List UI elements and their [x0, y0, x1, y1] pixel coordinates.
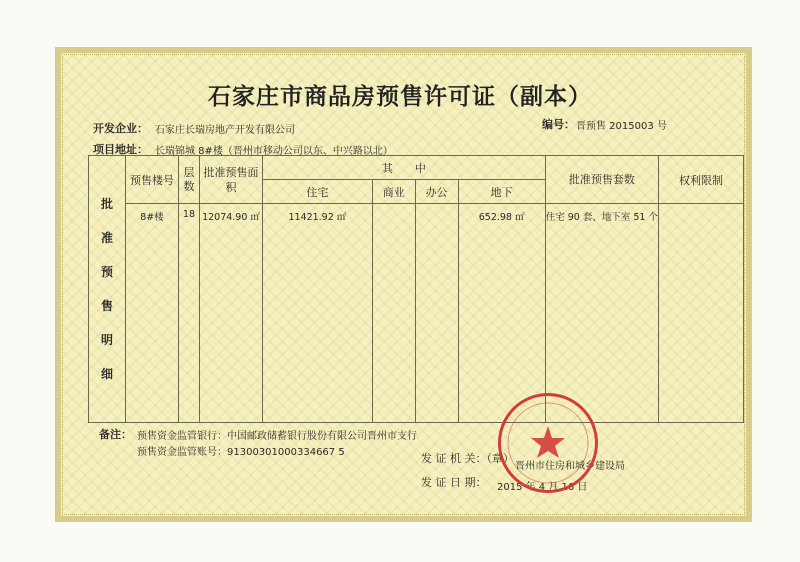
notes-bank: 预售资金监管银行：中国邮政储蓄银行股份有限公司晋州市支行 — [137, 431, 417, 442]
header-building: 预售楼号 — [126, 156, 179, 204]
issue-date-label: 发 证 日 期： — [421, 476, 487, 489]
address-value: 长瑞锦城 8#楼（晋州市移动公司以东、中兴路以北） — [155, 146, 393, 157]
serial-label: 编号： — [542, 118, 575, 131]
cell-residential: 11421.92 ㎡ — [263, 204, 373, 423]
side-label: 批 准 预 售 明 细 — [89, 156, 126, 423]
cell-floors: 18 — [179, 204, 200, 423]
issue-date-value: 2015 年 4 月 16 日 — [497, 482, 588, 493]
cell-units: 住宅 90 套、地下室 51 个 — [545, 204, 658, 423]
cell-area: 12074.90 ㎡ — [200, 204, 263, 423]
cell-office — [415, 204, 458, 423]
cell-commercial — [372, 204, 415, 423]
notes-label: 备注： — [99, 428, 132, 441]
header-units: 批准预售套数 — [545, 156, 658, 204]
issuer-value: 晋州市住房和城乡建设局 — [515, 461, 625, 472]
header-floors: 层数 — [179, 156, 200, 204]
developer-label: 开发企业： — [93, 122, 148, 135]
header-area: 批准预售面积 — [200, 156, 263, 204]
issuer-label: 发 证 机 关：（章） — [421, 452, 514, 465]
presale-detail-table — [88, 155, 744, 423]
header-residential: 住宅 — [263, 180, 373, 204]
official-seal — [498, 393, 598, 493]
seal-star-icon — [501, 396, 595, 490]
header-rights: 权利限制 — [659, 156, 744, 204]
cell-basement: 652.98 ㎡ — [458, 204, 545, 423]
header-commercial: 商业 — [372, 180, 415, 204]
cell-building: 8#楼 — [126, 204, 179, 423]
header-among: 其 中 — [263, 156, 546, 180]
cell-rights — [659, 204, 744, 423]
certificate-title: 石家庄市商品房预售许可证（副本） — [208, 84, 592, 110]
header-office: 办公 — [415, 180, 458, 204]
developer-value: 石家庄长瑞房地产开发有限公司 — [155, 125, 295, 136]
address-label: 项目地址： — [93, 143, 148, 156]
serial-value: 晋预售 2015003 号 — [576, 121, 667, 132]
header-basement: 地下 — [458, 180, 545, 204]
notes-account: 预售资金监管账号：91300301000334667 5 — [137, 447, 345, 458]
